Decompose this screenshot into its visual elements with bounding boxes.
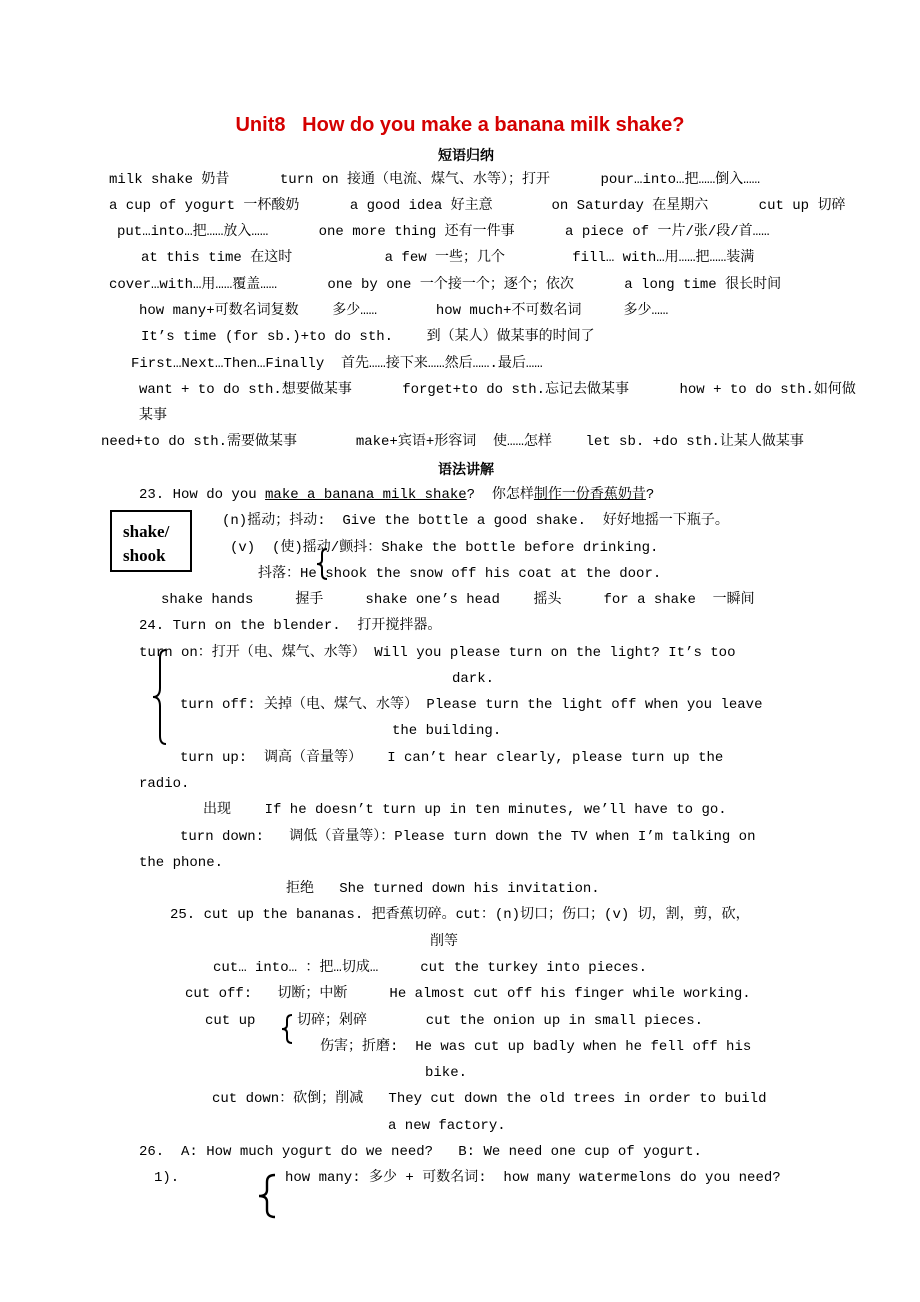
text-line: radio. <box>139 776 190 792</box>
item-23 <box>139 486 654 504</box>
item-23-mid: ? 你怎样 <box>466 487 534 503</box>
text-line: the building. <box>392 723 502 739</box>
brace-icon <box>279 1014 295 1044</box>
page-title: Unit8 How do you make a banana milk shake? <box>235 114 685 136</box>
brace-icon <box>255 1173 279 1219</box>
box-line-1: shake/ <box>123 522 170 541</box>
phrase-line: put…into…把……放入…… one more thing 还有一件事 a piece of 一片/张/段/首…… <box>117 224 770 240</box>
text-line: (n)摇动；抖动: Give the bottle a good shake. 好好地摇一下瓶子。 <box>222 513 729 529</box>
phrase-line: want + to do sth.想要做某事 forget+to do sth.忘记去做某事 how + to do sth.如何做 <box>139 382 856 398</box>
text-line: (v) (使)摇动/颤抖：Shake the bottle before drinking. <box>230 540 659 556</box>
phrase-line: a cup of yogurt 一杯酸奶 a good idea 好主意 on Saturday 在星期六 cut up 切碎 <box>109 198 846 214</box>
box-line-2: shook <box>123 546 166 565</box>
text-line: bike. <box>425 1065 468 1081</box>
phrases-heading: 短语归纳 <box>438 148 494 164</box>
text-line: cut off: 切断；中断 He almost cut off his finger while working. <box>185 986 751 1002</box>
text-line: dark. <box>452 671 495 687</box>
phrase-line: It’s time (for sb.)+to do sth. 到（某人）做某事的时间了 <box>141 329 595 345</box>
item-23-lead: 23. How do you <box>139 487 266 503</box>
grammar-heading: 语法讲解 <box>438 462 494 478</box>
text-line: cut… into… ：把…切成… cut the turkey into pieces. <box>213 960 648 976</box>
text-line: 出现 If he doesn’t turn up in ten minutes, we’ll have to go. <box>203 802 727 818</box>
text-line: turn off: 关掉（电、煤气、水等） Please turn the light off when you leave <box>180 697 763 713</box>
text-line: 1). <box>154 1170 180 1186</box>
text-line: 抖落：He shook the snow off his coat at the door. <box>258 566 662 582</box>
phrase-line: cover…with…用……覆盖…… one by one 一个接一个；逐个；依次 a long time 很长时间 <box>109 277 782 293</box>
text-line: shake hands 握手 shake one’s head 摇头 for a shake 一瞬间 <box>161 592 755 608</box>
text-line: a new factory. <box>388 1118 506 1134</box>
text-line: 伤害；折磨: He was cut up badly when he fell off his <box>320 1039 752 1055</box>
text-line: cut down：砍倒；削减 They cut down the old trees in order to build <box>212 1091 767 1107</box>
text-line: turn down: 调低（音量等）：Please turn down the TV when I’m talking on <box>180 829 756 845</box>
text-line: 切碎；剁碎 cut the onion up in small pieces. <box>297 1013 704 1029</box>
phrase-line: at this time 在这时 a few 一些；几个 fill… with…用……把……装满 <box>141 250 755 266</box>
text-line: 拒绝 She turned down his invitation. <box>286 881 600 897</box>
item-23-end: ? <box>645 487 655 503</box>
brace-icon <box>314 548 330 580</box>
text-line: 24. Turn on the blender. 打开搅拌器。 <box>139 618 442 634</box>
text-line: 削等 <box>430 934 458 950</box>
phrase-line: First…Next…Then…Finally 首先……接下来……然后…….最后…… <box>131 356 543 372</box>
item-23-underlined: make a banana milk shake <box>265 487 467 503</box>
brace-icon <box>150 648 170 746</box>
text-line: turn up: 调高（音量等） I can’t hear clearly, please turn up the <box>180 750 724 766</box>
text-line: how many: 多少 + 可数名词: how many watermelons do you need? <box>285 1170 781 1186</box>
phrase-line: how many+可数名词复数 多少…… how much+不可数名词 多少…… <box>139 303 669 319</box>
text-line: the phone. <box>139 855 224 871</box>
shake-shook-box <box>110 510 192 572</box>
phrase-line: milk shake 奶昔 turn on 接通（电流、煤气、水等）；打开 pour…into…把……倒入…… <box>109 172 761 188</box>
item-23-cn-underlined: 制作一份香蕉奶昔 <box>533 487 646 503</box>
phrase-line: 某事 <box>139 408 167 424</box>
text-line: cut up <box>205 1013 256 1029</box>
text-line: turn on：打开（电、煤气、水等） Will you please turn on the light? It’s too <box>139 645 736 661</box>
phrase-line: need+to do sth.需要做某事 make+宾语+形容词 使……怎样 let sb. +do sth.让某人做某事 <box>101 434 804 450</box>
text-line: 26. A: How much yogurt do we need? B: We need one cup of yogurt. <box>139 1144 702 1160</box>
text-line: 25. cut up the bananas. 把香蕉切碎。cut：(n)切口；伤口；(v) 切，割，剪，砍， <box>170 907 750 923</box>
